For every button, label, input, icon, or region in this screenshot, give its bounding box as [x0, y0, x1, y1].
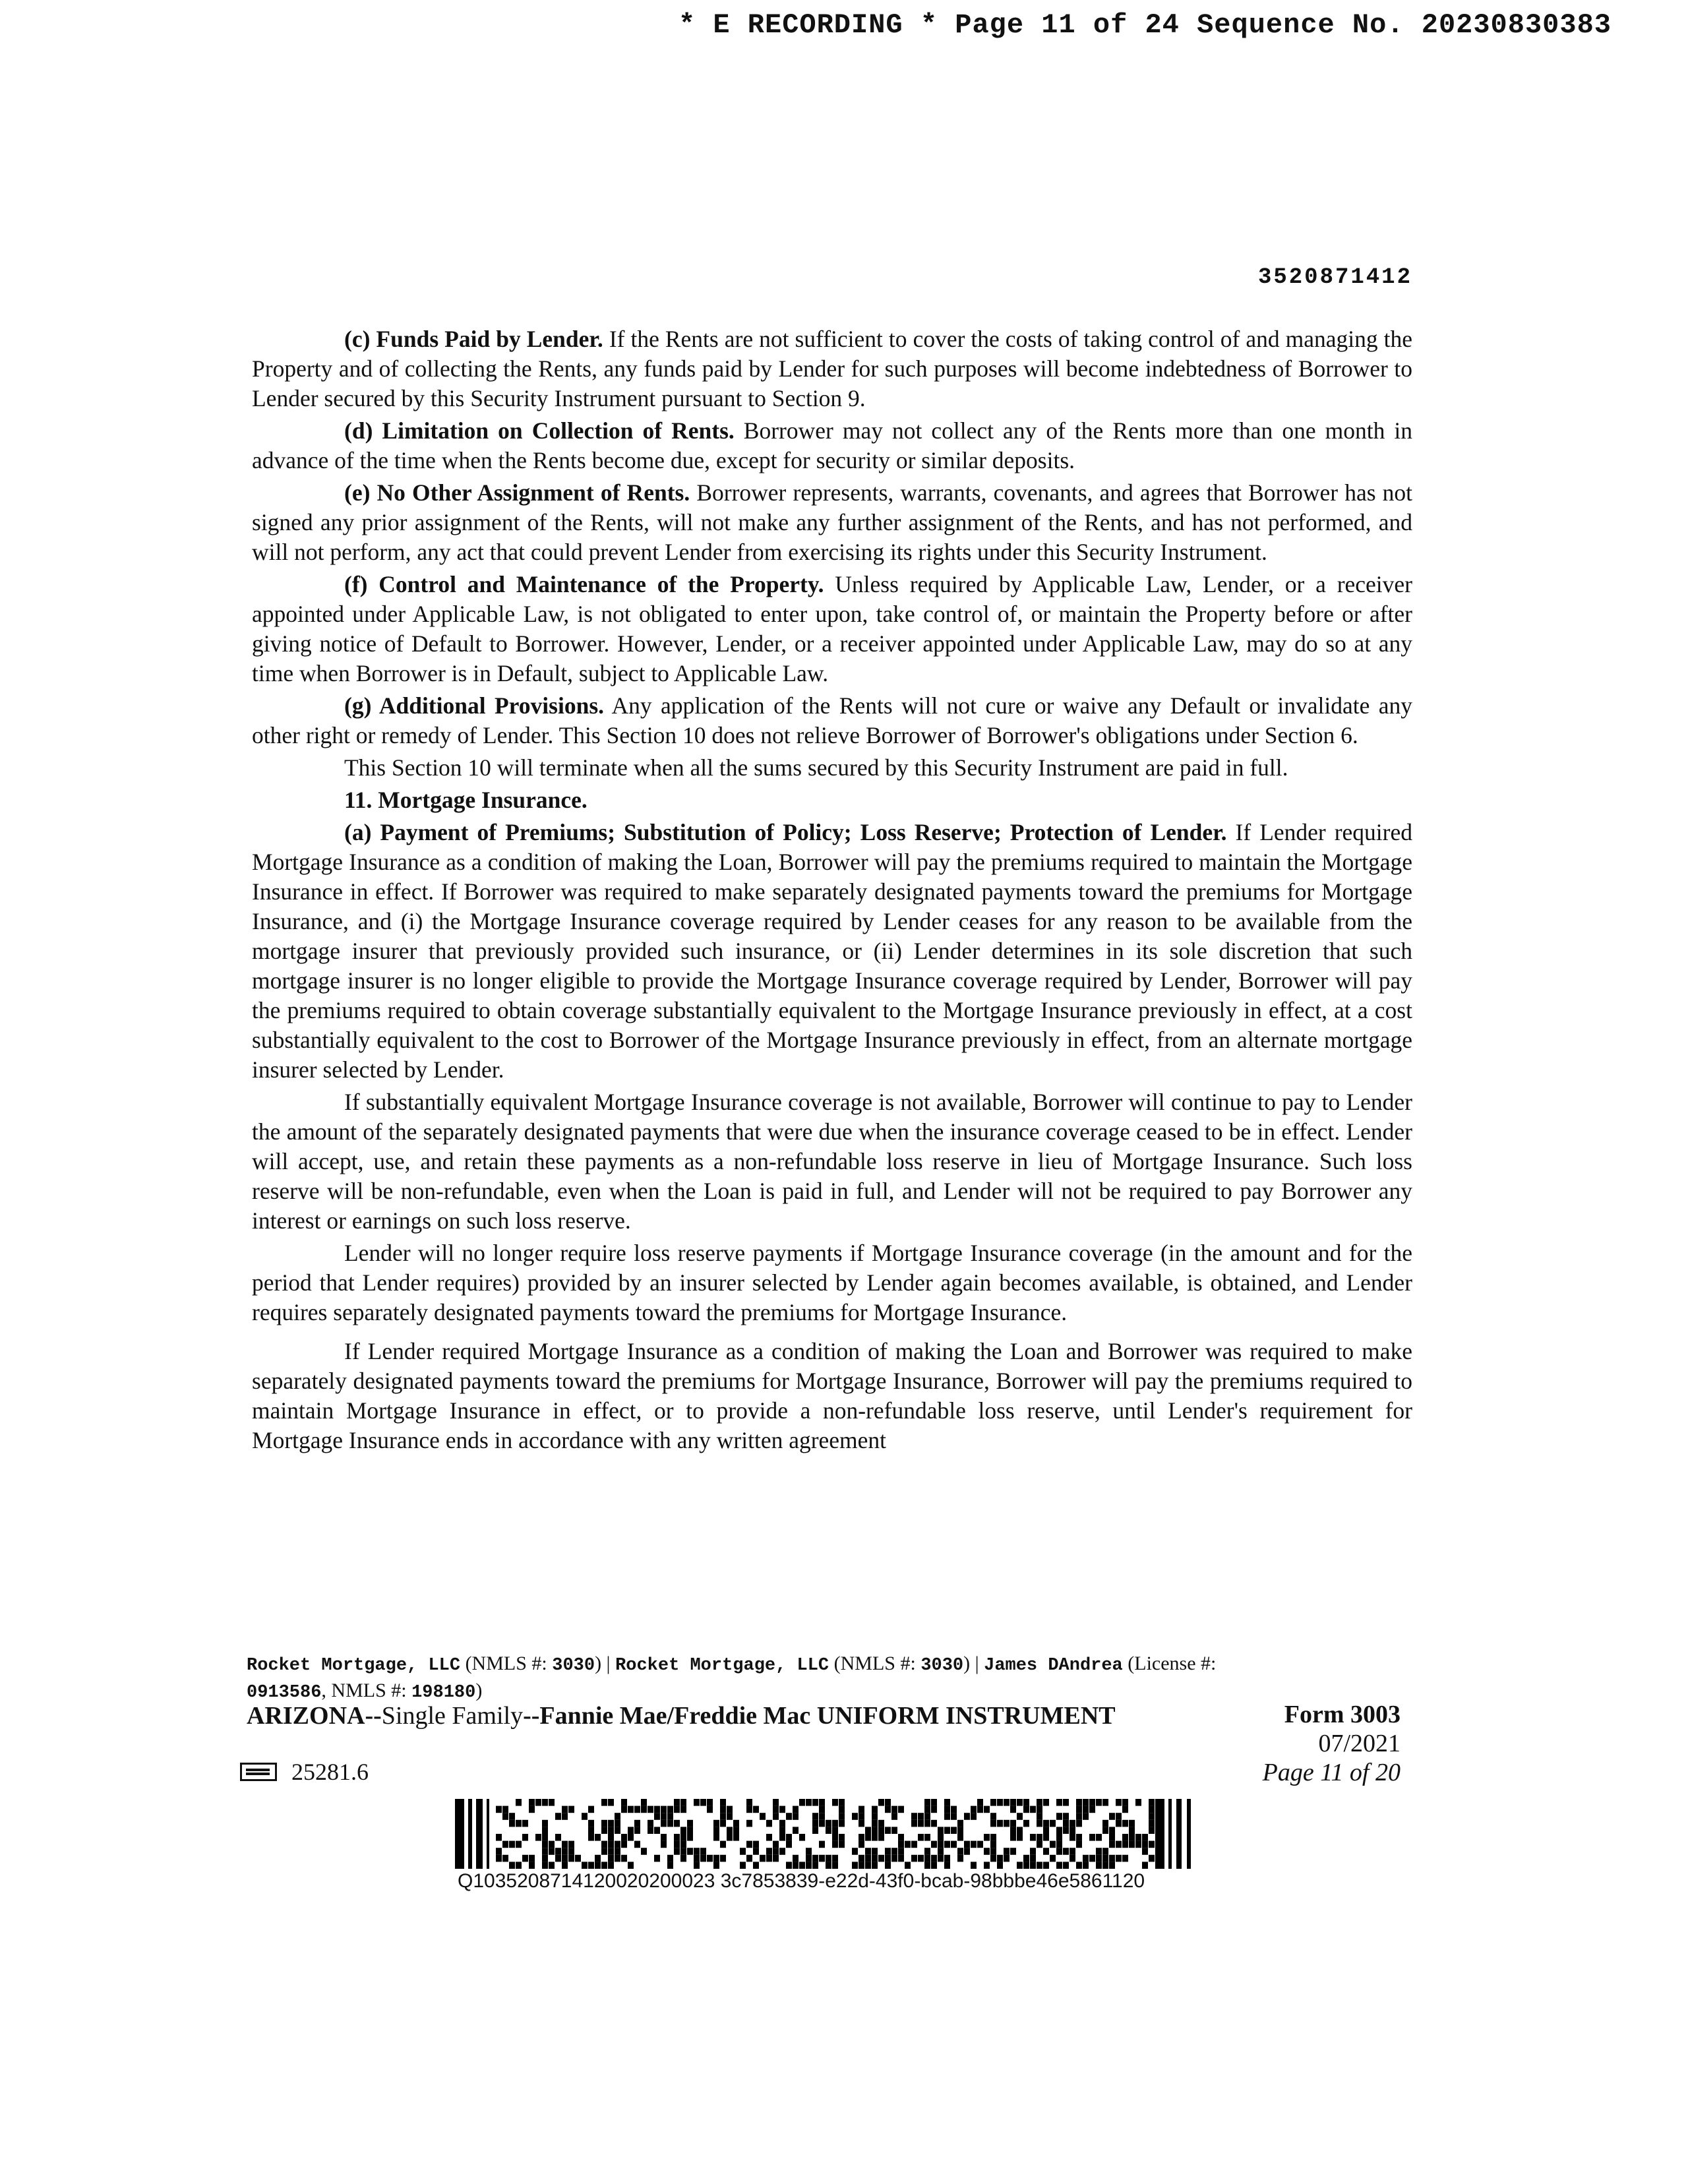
document-body	[252, 324, 1412, 1458]
originator-nmls-label: , NMLS #:	[321, 1680, 412, 1701]
paragraph-additional-provisions	[252, 691, 1412, 750]
paragraph-funds-paid	[252, 324, 1412, 413]
lender-2-nmls: 3030	[920, 1656, 964, 1676]
text-control-maintenance: Unless required by Applicable Law, Lender, or a receiver appointed under Applicable Law, is not obligated to enter upon, take control of, or maintain the Property before or after giving notice of Default to Borrower. However, Lender, or a receiver appointed under Applicable Law, may do so at any time when Borrower is in Default, subject to Applicable Law.	[252, 571, 1412, 686]
paragraph-if-lender-required: If Lender required Mortgage Insurance as a condition of making the Loan and Borrower was required to make separately designated payments toward the premiums for Mortgage Insurance, Borrower will pay the premiums required to maintain Mortgage Insurance in effect, or to provide a non-refundable loss reserve, until Lender's requirement for Mortgage Insurance ends in accordance with any written agreement	[252, 1338, 1412, 1453]
barcode-image	[455, 1799, 1193, 1869]
originator-nmls: 198180	[411, 1683, 476, 1703]
page-number: Page 11 of 20	[1262, 1759, 1401, 1786]
originator-license-label: (License #:	[1122, 1653, 1217, 1674]
barcode-text: Q1035208714120020200023 3c7853839-e22d-43f0-bcab-98bbbe46e5861120	[458, 1870, 1145, 1892]
originator-license: 0913586	[247, 1683, 322, 1703]
originator-close: )	[475, 1680, 483, 1701]
dash-2: --	[523, 1702, 540, 1730]
form-title	[247, 1701, 1116, 1730]
text-funds-paid: If the Rents are not sufficient to cover the costs of taking control of and managing the Property and of collecting the Rents, any funds paid by Lender for such purposes will become indebtedness of Borrower to Lender secured by this Security Instrument pursuant to Section 9.	[252, 326, 1412, 411]
form-date: 07/2021	[1318, 1730, 1401, 1757]
state-name: ARIZONA	[247, 1702, 365, 1730]
footer-party-line	[247, 1651, 1420, 1705]
paragraph-control-maintenance	[252, 570, 1412, 688]
heading-control-maintenance: (f) Control and Maintenance of the Property.	[344, 571, 824, 597]
dash-1: --	[365, 1702, 382, 1730]
lender-1-close: ) |	[595, 1653, 616, 1674]
heading-funds-paid: (c) Funds Paid by Lender.	[344, 326, 603, 352]
paragraph-section-10-termination: This Section 10 will terminate when all the sums secured by this Security Instrument are paid in full.	[344, 754, 1288, 781]
form-number: Form 3003	[1284, 1701, 1401, 1728]
heading-payment-of-premiums: (a) Payment of Premiums; Substitution of Policy; Loss Reserve; Protection of Lender.	[344, 819, 1227, 845]
text-limitation: Borrower may not collect any of the Rents more than one month in advance of the time when the Rents become due, except for security or similar deposits.	[252, 417, 1412, 473]
paragraph-no-longer-require: Lender will no longer require loss reserve payments if Mortgage Insurance coverage (in the amount and for the period that Lender requires) provided by an insurer selected by Lender again becomes available, is obtained, and Lender requires separately designated payments toward the premiums for Mortgage Insurance.	[252, 1240, 1412, 1325]
paragraph-substantially-equivalent: If substantially equivalent Mortgage Insurance coverage is not available, Borrower will continue to pay to Lender the amount of the separately designated payments that were due when the insurance coverage ceased to be in effect. Lender will accept, use, and retain these payments as a non-refundable loss reserve in lieu of Mortgage Insurance. Such loss reserve will be non-refundable, even when the Loan is paid in full, and Lender will not be required to pay Borrower any interest or earnings on such loss reserve.	[252, 1089, 1412, 1234]
paragraph-no-other-assignment	[252, 478, 1412, 567]
lender-1-nmls: 3030	[552, 1656, 595, 1676]
document-icon	[240, 1763, 277, 1781]
lender-name-2: Rocket Mortgage, LLC	[615, 1656, 829, 1676]
document-code-value: 25281.6	[291, 1759, 369, 1785]
heading-no-other-assignment: (e) No Other Assignment of Rents.	[344, 479, 690, 506]
text-payment-of-premiums: If Lender required Mortgage Insurance as a condition of making the Loan, Borrower will pay the premiums required to maintain the Mortgage Insurance in effect. If Borrower was required to make separately designated payments toward the premiums for Mortgage Insurance, and (i) the Mortgage Insurance coverage required by Lender ceases for any reason to be available from the mortgage insurer that previously provided such insurance, or (ii) Lender determines in its sole discretion that such mortgage insurer is no longer eligible to provide the Mortgage Insurance coverage required by Lender, Borrower will pay the premiums required to obtain coverage substantially equivalent to the Mortgage Insurance previously in effect, at a cost substantially equivalent to the cost to Borrower of the Mortgage Insurance previously in effect, from an alternate mortgage insurer selected by Lender.	[252, 819, 1412, 1083]
lender-1-nmls-label: (NMLS #:	[460, 1653, 553, 1674]
lender-2-close: ) |	[963, 1653, 984, 1674]
paragraph-payment-of-premiums	[252, 818, 1412, 1085]
heading-limitation: (d) Limitation on Collection of Rents.	[344, 417, 735, 444]
lender-name-1: Rocket Mortgage, LLC	[247, 1656, 461, 1676]
recording-header: * E RECORDING * Page 11 of 24 Sequence No. 20230830383	[678, 9, 1612, 41]
originator-name: James DAndrea	[984, 1656, 1123, 1676]
paragraph-limitation	[252, 416, 1412, 475]
text-additional-provisions: Any application of the Rents will not cure or waive any Default or invalidate any other right or remedy of Lender. This Section 10 does not relieve Borrower of Borrower's obligations under Section 6.	[252, 692, 1412, 748]
text-no-other-assignment: Borrower represents, warrants, covenants, and agrees that Borrower has not signed any prior assignment of the Rents, will not make any further assignment of the Rents, and has not performed, and will not perform, any act that could prevent Lender from exercising its rights under this Security Instrument.	[252, 479, 1413, 565]
heading-additional-provisions: (g) Additional Provisions.	[344, 692, 605, 719]
loan-number: 3520871412	[1257, 265, 1412, 290]
section-11-heading	[252, 785, 1412, 815]
instrument-name: Fannie Mae/Freddie Mac UNIFORM INSTRUMENT	[539, 1702, 1116, 1730]
lender-2-nmls-label: (NMLS #:	[829, 1653, 921, 1674]
form-info	[1263, 1700, 1401, 1787]
section-11-title: 11. Mortgage Insurance.	[344, 787, 588, 813]
family-type: Single Family	[381, 1702, 524, 1730]
document-code	[240, 1758, 369, 1786]
